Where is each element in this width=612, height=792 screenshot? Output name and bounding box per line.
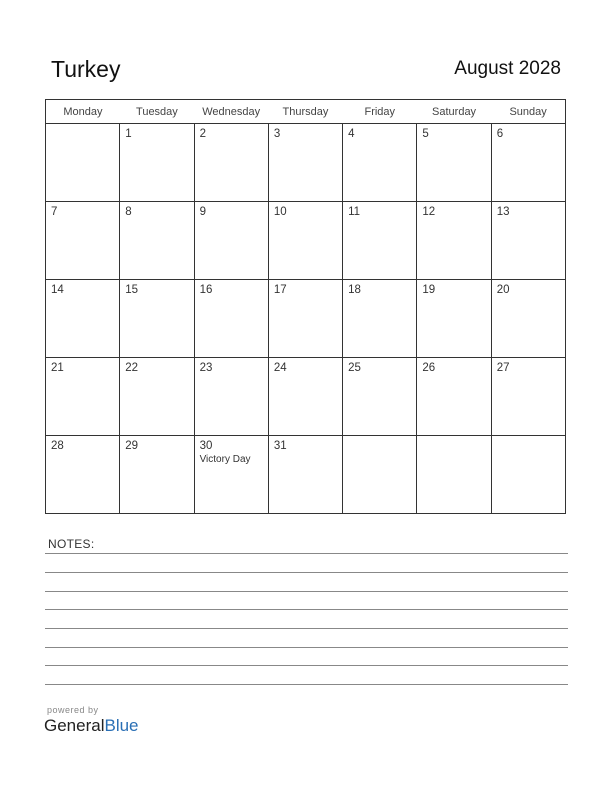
note-line [45,591,568,592]
country-title: Turkey [51,56,121,82]
weekday-header-row [46,100,566,124]
day-cell [46,124,120,202]
day-number: 4 [348,128,355,140]
day-number: 15 [125,284,139,296]
day-number: 24 [273,362,287,374]
day-cell [491,358,565,436]
day-cell [417,436,491,514]
day-cell [46,280,120,358]
day-number: 6 [496,128,504,140]
day-number: 2 [199,128,206,140]
calendar-grid [45,99,566,514]
note-line [45,647,568,648]
day-number: 17 [273,284,287,296]
day-cell [194,358,268,436]
day-cell [120,124,194,202]
powered-by-text: powered by [47,705,99,715]
day-number: 28 [51,440,64,452]
day-cell [194,436,268,514]
day-cell [120,280,194,358]
day-cell [417,358,491,436]
day-cell [194,280,268,358]
day-number: 23 [199,362,213,374]
brand-general: General [44,716,105,735]
day-number: 29 [125,440,139,452]
day-cell [268,202,342,280]
day-cell [491,436,565,514]
note-line [45,684,568,685]
day-number: 1 [125,128,132,140]
notes-label: NOTES: [48,537,95,551]
month-title: August 2028 [454,58,561,79]
day-cell [120,436,194,514]
weekday-header: Wednesday [194,100,268,124]
day-cell [268,280,342,358]
week-row [46,358,566,436]
day-number: 5 [422,128,429,140]
day-number: 30 [199,440,213,452]
day-cell [46,202,120,280]
day-number: 18 [348,284,361,296]
day-number: 7 [51,206,58,218]
day-number: 16 [199,284,213,296]
week-row [46,436,566,514]
day-cell [417,124,491,202]
note-line [45,553,568,554]
day-number: 19 [422,284,436,296]
day-cell [268,358,342,436]
day-number: 9 [199,206,206,218]
weekday-header: Thursday [268,100,342,124]
day-cell [343,358,417,436]
day-number: 27 [496,362,510,374]
day-number: 11 [348,206,361,218]
day-number: 8 [125,206,132,218]
week-row [46,202,566,280]
weekday-header: Friday [343,100,417,124]
day-cell [417,280,491,358]
day-cell [343,202,417,280]
day-number: 13 [496,206,510,218]
note-line [45,628,568,629]
day-cell [343,280,417,358]
note-line [45,572,568,573]
day-cell [46,358,120,436]
week-row [46,280,566,358]
day-number: 10 [273,206,287,218]
note-line [45,665,568,666]
day-cell [343,436,417,514]
day-cell [268,436,342,514]
day-cell [194,124,268,202]
weekday-header: Monday [46,100,120,124]
day-number: 20 [496,284,510,296]
day-number: 26 [422,362,436,374]
brand-blue: Blue [104,716,139,735]
day-cell [194,202,268,280]
day-cell [491,124,565,202]
day-number: 25 [348,362,361,374]
day-number: 3 [273,128,281,140]
day-number: 21 [51,362,64,374]
day-number: 12 [422,206,436,218]
day-cell [417,202,491,280]
day-cell [343,124,417,202]
day-cell [268,124,342,202]
weekday-header: Tuesday [120,100,194,124]
day-cell [120,202,194,280]
weekday-header: Sunday [491,100,565,124]
note-line [45,609,568,610]
week-row [46,124,566,202]
day-number: 31 [273,440,287,452]
day-number: 14 [51,284,64,296]
holiday-label: Victory Day [199,454,251,465]
day-cell [46,436,120,514]
day-cell [491,280,565,358]
day-cell [491,202,565,280]
generalblue-logo [44,716,139,736]
day-number: 22 [125,362,139,374]
weekday-header: Saturday [417,100,491,124]
day-cell [120,358,194,436]
